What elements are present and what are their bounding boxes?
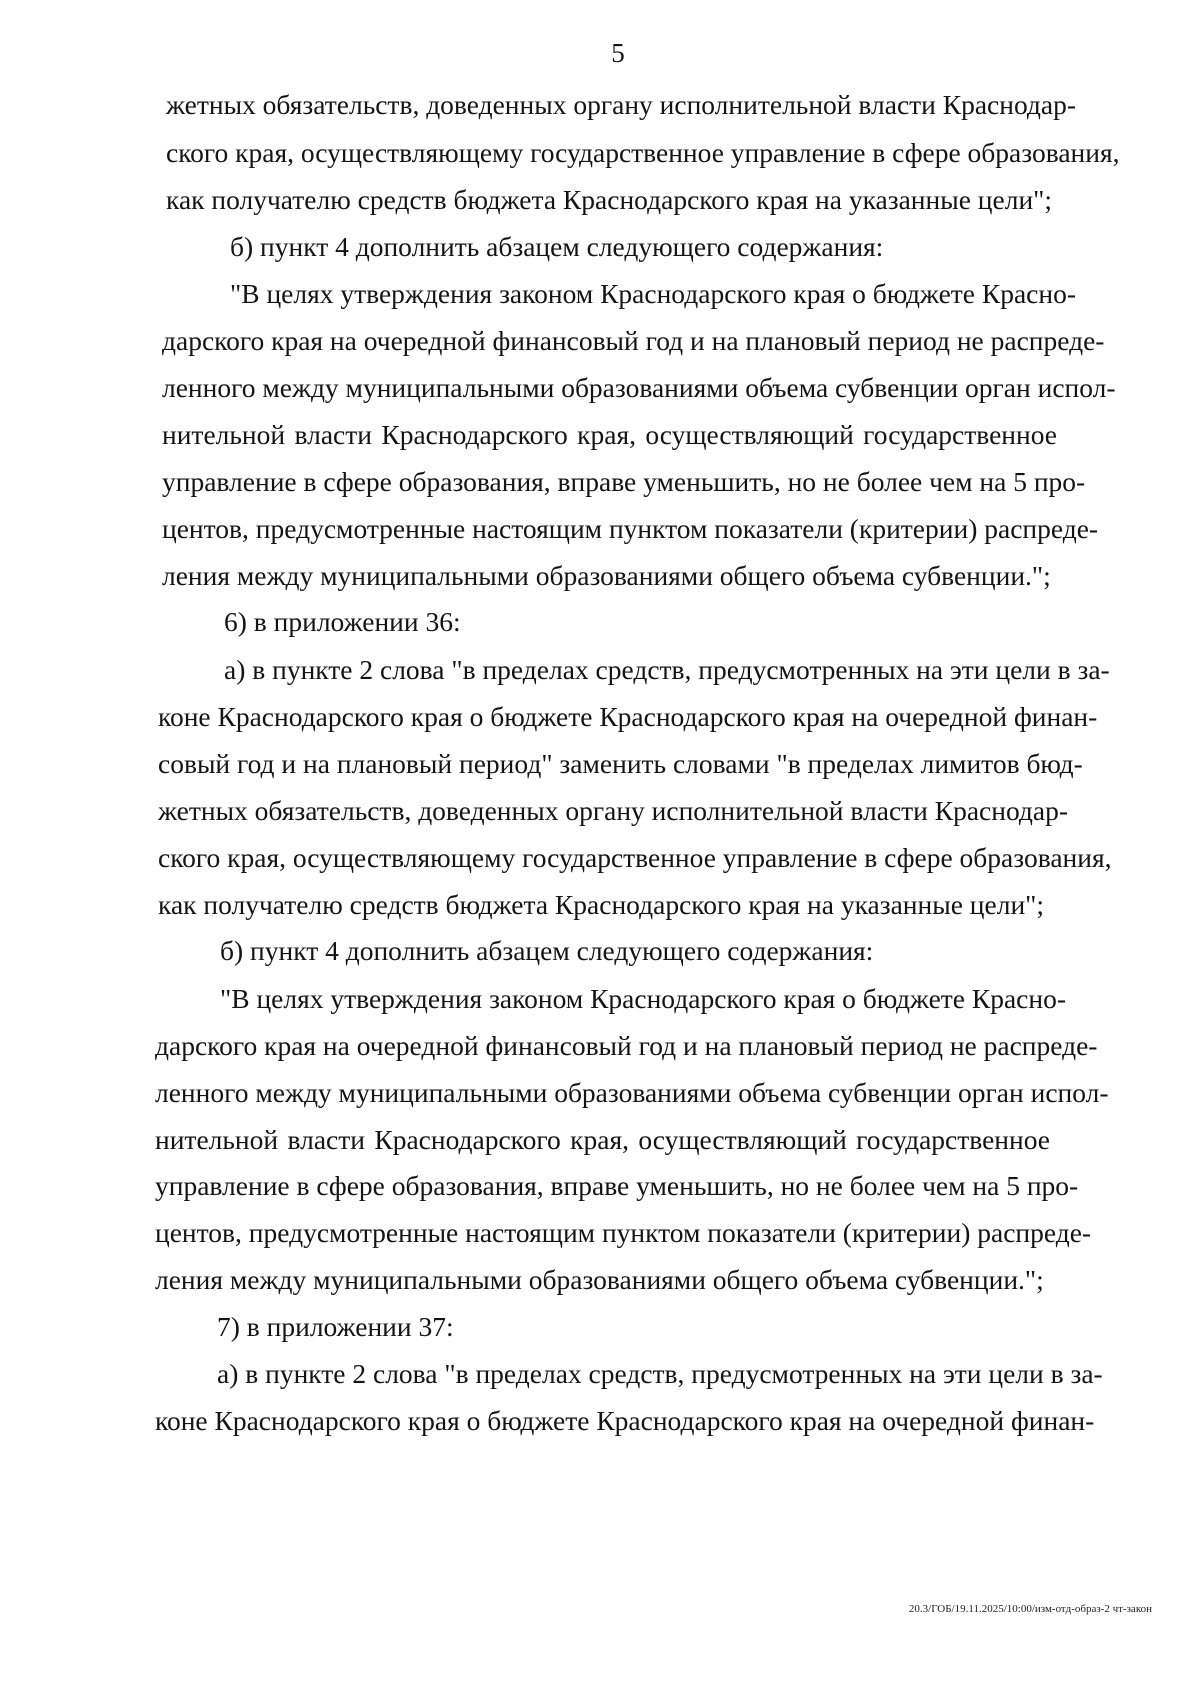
text-line: коне Краснодарского края о бюджете Краснодарского края на очередной финан- [155, 1405, 1095, 1436]
text-line: "В целях утверждения законом Краснодарского края о бюджете Красно- [220, 983, 1067, 1014]
text-line: жетных обязательств, доведенных органу исполнительной власти Краснодар- [166, 89, 1077, 120]
text-line: ского края, осуществляющему государственное управление в сфере образования, [158, 842, 1112, 873]
text-line: как получателю средств бюджета Краснодарского края на указанные цели"; [166, 184, 1053, 215]
text-line: как получателю средств бюджета Краснодарского края на указанные цели"; [158, 889, 1045, 920]
text-line: управление в сфере образования, вправе уменьшить, но не более чем на 5 про- [155, 1170, 1079, 1201]
text-line: "В целях утверждения законом Краснодарского края о бюджете Красно- [230, 278, 1077, 309]
text-line: центов, предусмотренные настоящим пунктом показатели (критерии) распреде- [155, 1217, 1092, 1248]
text-line: нительной власти Краснодарского края, осуществляющий государственное [162, 419, 1057, 450]
text-line: жетных обязательств, доведенных органу исполнительной власти Краснодар- [158, 795, 1069, 826]
text-line: 6) в приложении 36: [224, 606, 461, 637]
text-line: центов, предусмотренные настоящим пунктом показатели (критерии) распреде- [162, 513, 1099, 544]
text-line: совый год и на плановый период" заменить словами "в пределах лимитов бюд- [158, 748, 1083, 779]
text-line: коне Краснодарского края о бюджете Краснодарского края на очередной финан- [158, 701, 1098, 732]
text-line: а) в пункте 2 слова "в пределах средств, предусмотренных на эти цели в за- [217, 1358, 1103, 1389]
text-line: ленного между муниципальными образованиями объема субвенции орган испол- [162, 372, 1116, 403]
text-line: б) пункт 4 дополнить абзацем следующего содержания: [230, 231, 884, 262]
text-line: а) в пункте 2 слова "в пределах средств, предусмотренных на эти цели в за- [224, 654, 1110, 685]
text-line: нительной власти Краснодарского края, осуществляющий государственное [155, 1124, 1050, 1155]
text-line: дарского края на очередной финансовый год и на плановый период не распреде- [162, 325, 1105, 356]
text-line: ленного между муниципальными образованиями объема субвенции орган испол- [155, 1077, 1109, 1108]
text-line: б) пункт 4 дополнить абзацем следующего содержания: [220, 935, 874, 966]
text-line: ления между муниципальными образованиями общего объема субвенции."; [155, 1264, 1044, 1295]
text-line: 7) в приложении 37: [217, 1311, 454, 1342]
text-line: ского края, осуществляющему государственное управление в сфере образования, [166, 137, 1120, 168]
text-line: управление в сфере образования, вправе уменьшить, но не более чем на 5 про- [162, 466, 1086, 497]
page-number: 5 [611, 38, 625, 68]
text-line: ления между муниципальными образованиями общего объема субвенции."; [162, 560, 1051, 591]
text-line: дарского края на очередной финансовый год и на плановый период не распреде- [155, 1030, 1098, 1061]
document-footer-code: 20.3/ГОБ/19.11.2025/10:00/изм-отд-образ-2 чт-закон [908, 1603, 1152, 1615]
